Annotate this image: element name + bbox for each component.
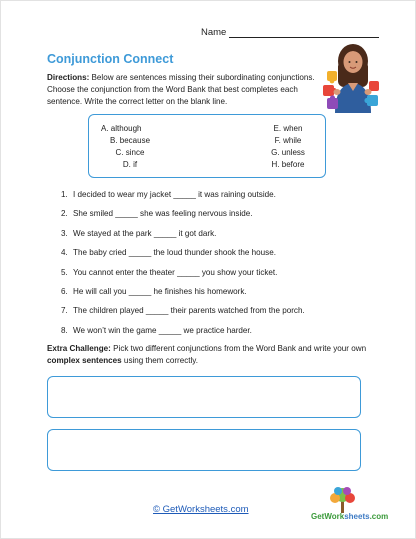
extra-challenge-text-1: Pick two different conjunctions from the Word Bank and write your own xyxy=(110,344,367,353)
tree-logo-icon xyxy=(311,485,375,515)
sentence-number: 5. xyxy=(61,267,68,277)
sentence-item xyxy=(61,190,381,209)
sentence-list xyxy=(61,190,381,345)
sentence-text[interactable]: We stayed at the park _____ it got dark. xyxy=(73,228,217,238)
sentence-text[interactable]: The children played _____ their parents watched from the porch. xyxy=(73,306,305,316)
word-bank-item: D. if xyxy=(122,160,138,169)
sentence-number: 2. xyxy=(61,209,68,219)
sentence-text[interactable]: I decided to wear my jacket _____ it was raining outside. xyxy=(73,190,276,199)
sentence-number: 6. xyxy=(61,286,68,296)
sentence-item xyxy=(61,306,381,325)
getworksheets-link[interactable]: © GetWorksheets.com xyxy=(153,504,249,515)
name-blank-line[interactable] xyxy=(229,29,379,38)
name-label: Name xyxy=(201,27,227,38)
girl-with-puzzle-illustration xyxy=(323,41,383,113)
worksheet-title: Conjunction Connect xyxy=(47,52,174,66)
sentence-item xyxy=(61,268,381,287)
sentence-text[interactable]: He will call you _____ he finishes his homework. xyxy=(73,286,247,296)
word-bank-item: G. unless xyxy=(271,148,305,157)
word-bank-item: H. before xyxy=(271,160,305,169)
directions-label: Directions: xyxy=(47,73,90,82)
word-bank-item: F. while xyxy=(274,136,302,145)
extra-challenge-bold: complex sentences xyxy=(47,356,122,365)
word-bank-item: A. although xyxy=(101,124,142,133)
word-bank-item: E. when xyxy=(273,124,303,133)
sentence-number: 1. xyxy=(61,190,68,199)
logo-text-com: .com xyxy=(369,512,389,521)
sentence-item xyxy=(61,248,381,267)
sentence-item xyxy=(61,287,381,306)
word-bank-item: C. since xyxy=(115,148,145,157)
directions-text: Below are sentences missing their subordinating conjunctions. Choose the conjunction from the Word Bank that best completes each sentence. Write the correct letter on the blank line. xyxy=(47,73,315,106)
sentence-item xyxy=(61,209,381,228)
logo-wordmark xyxy=(311,512,389,521)
word-bank-right-column xyxy=(263,123,313,171)
logo-text-get: GetWork xyxy=(311,512,345,521)
sentence-number: 4. xyxy=(61,248,68,258)
sentence-number: 7. xyxy=(61,306,68,316)
word-bank xyxy=(88,114,326,178)
answer-box-1[interactable] xyxy=(47,376,361,418)
sentence-text[interactable]: She smiled _____ she was feeling nervous inside. xyxy=(73,209,253,219)
sentence-item xyxy=(61,229,381,248)
extra-challenge-paragraph xyxy=(47,343,377,367)
answer-box-2[interactable] xyxy=(47,429,361,471)
sentence-text[interactable]: The baby cried _____ the loud thunder shook the house. xyxy=(73,248,276,258)
extra-challenge-text-2: using them correctly. xyxy=(121,356,199,365)
sentence-text[interactable]: We won’t win the game _____ we practice harder. xyxy=(73,325,252,335)
extra-challenge-label: Extra Challenge: xyxy=(47,344,111,353)
logo-text-sheets: sheets xyxy=(344,512,370,521)
directions-paragraph xyxy=(47,72,333,108)
word-bank-left-column xyxy=(101,123,159,171)
word-bank-item: B. because xyxy=(109,136,151,145)
sentence-number: 3. xyxy=(61,228,68,238)
sentence-number: 8. xyxy=(61,325,68,335)
getworksheets-logo xyxy=(311,485,389,527)
name-field xyxy=(201,27,379,38)
sentence-text[interactable]: You cannot enter the theater _____ you show your ticket. xyxy=(73,267,278,277)
